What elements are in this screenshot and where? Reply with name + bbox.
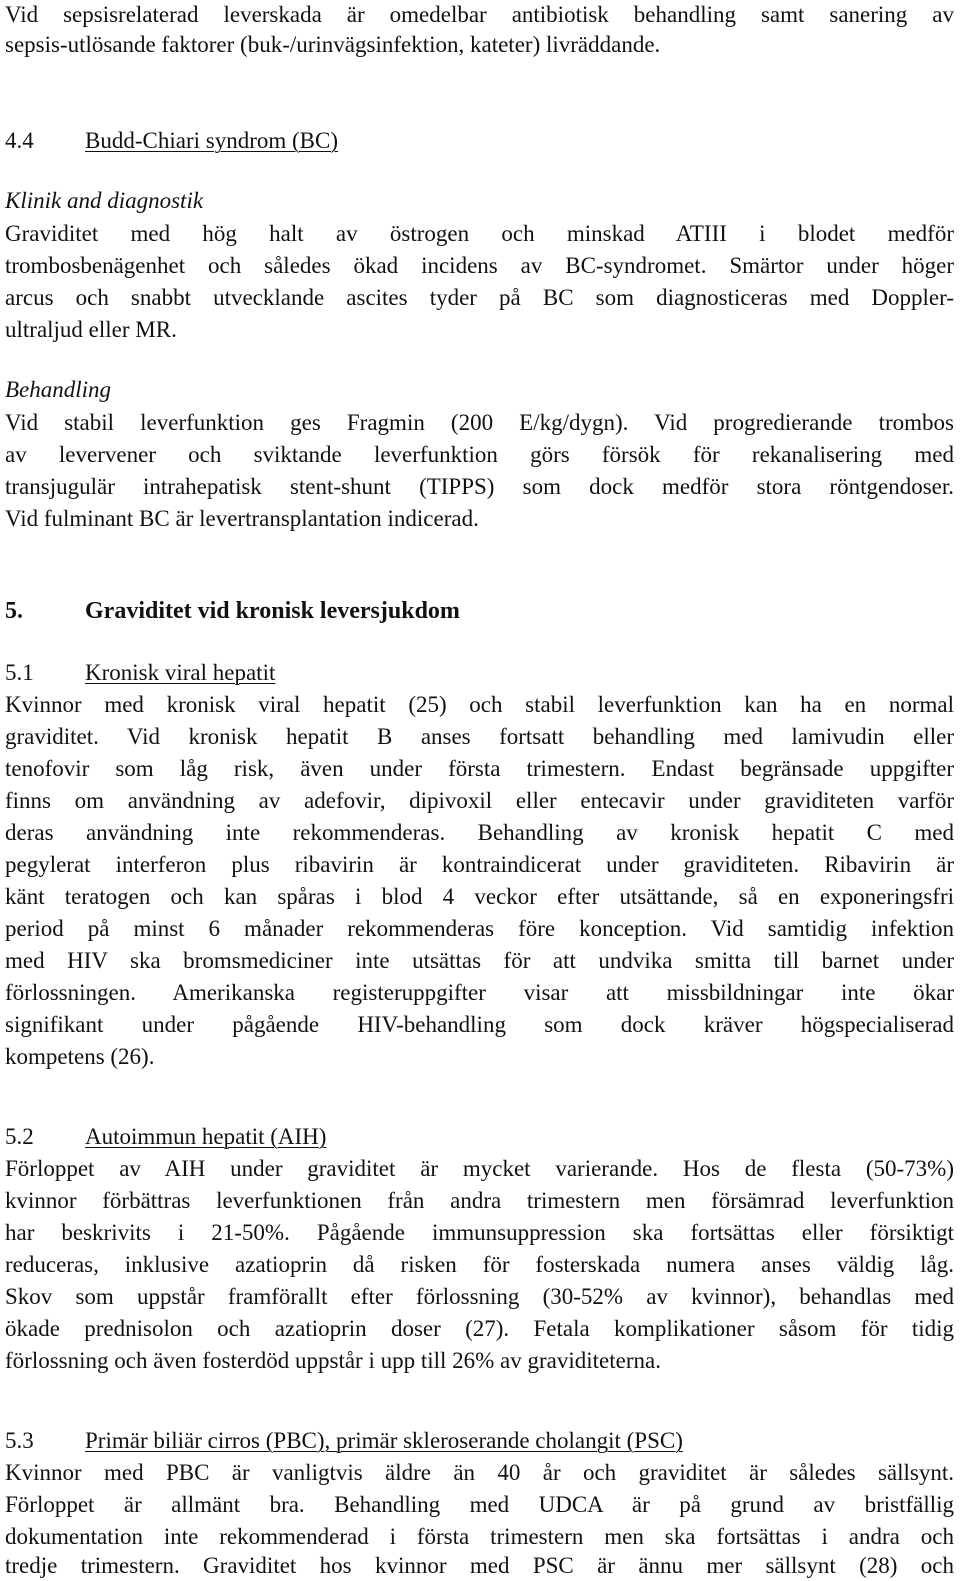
paragraph-line: Vid stabil leverfunktion ges Fragmin (200 E/kg/dygn). Vid progredierande trombos xyxy=(5,410,954,435)
section-heading-text xyxy=(5,128,338,153)
subheading-klinik: Klinik and diagnostik xyxy=(5,188,204,213)
section-heading-5-3 xyxy=(5,1426,954,1456)
section-heading-4-4 xyxy=(5,126,954,156)
paragraph-line: Vid fulminant BC är levertransplantation indicerad. xyxy=(5,506,479,531)
section-number: 5.3 xyxy=(5,1428,34,1453)
paragraph-line: pegylerat interferon plus ribavirin är kontraindicerat under graviditeten. Ribavirin är xyxy=(5,852,954,877)
paragraph-line: Kvinnor med kronisk viral hepatit (25) och stabil leverfunktion kan ha en normal xyxy=(5,692,954,717)
section-heading-text xyxy=(5,1428,683,1453)
section-heading-5-1 xyxy=(5,658,954,688)
paragraph-line: Graviditet med hög halt av östrogen och minskad ATIII i blodet medför xyxy=(5,221,954,246)
paragraph-line: kvinnor förbättras leverfunktionen från andra trimestern men försämrad leverfunktion xyxy=(5,1188,954,1213)
section-number: 5.1 xyxy=(5,660,34,685)
section-heading-text xyxy=(5,660,275,685)
paragraph-line: trombosbenägenhet och således ökad incidens av BC-syndromet. Smärtor under höger xyxy=(5,253,954,278)
section-title: Primär biliär cirros (PBC), primär skleroserande cholangit (PSC) xyxy=(85,1428,683,1453)
paragraph-line: ökade prednisolon och azatioprin doser (27). Fetala komplikationer såsom för tidig xyxy=(5,1316,954,1341)
paragraph-line: Kvinnor med PBC är vanligtvis äldre än 40 år och graviditet är således sällsynt. xyxy=(5,1460,954,1485)
paragraph-line: dokumentation inte rekommenderad i första trimestern men ska fortsättas i andra och xyxy=(5,1524,954,1549)
paragraph-line: finns om användning av adefovir, dipivoxil eller entecavir under graviditeten varför xyxy=(5,788,954,813)
paragraph-line: av levervener och sviktande leverfunktion görs försök för rekanalisering med xyxy=(5,442,954,467)
paragraph-line: kompetens (26). xyxy=(5,1044,155,1069)
section-heading-text xyxy=(5,1124,326,1149)
subheading-behandling: Behandling xyxy=(5,377,112,402)
paragraph-line: med HIV ska bromsmediciner inte utsättas för att undvika smitta till barnet under xyxy=(5,948,954,973)
paragraph-line: signifikant under pågående HIV-behandling som dock kräver högspecialiserad xyxy=(5,1012,954,1037)
paragraph-line: Förloppet är allmänt bra. Behandling med UDCA är på grund av bristfällig xyxy=(5,1492,954,1517)
chapter-heading-5 xyxy=(5,596,954,626)
section-number: 4.4 xyxy=(5,128,34,153)
paragraph-line: förlossningen. Amerikanska registeruppgifter visar att missbildningar inte ökar xyxy=(5,980,954,1005)
paragraph-line: graviditet. Vid kronisk hepatit B anses fortsatt behandling med lamivudin eller xyxy=(5,724,954,749)
paragraph-line: deras användning inte rekommenderas. Behandling av kronisk hepatit C med xyxy=(5,820,954,845)
paragraph-line: tredje trimestern. Graviditet hos kvinnor med PSC är ännu mer sällsynt (28) och xyxy=(5,1553,954,1578)
section-number: 5.2 xyxy=(5,1124,34,1149)
paragraph-line: känt teratogen och kan spåras i blod 4 veckor efter utsättande, så en exponeringsfri xyxy=(5,884,954,909)
section-title: Autoimmun hepatit (AIH) xyxy=(85,1124,327,1149)
paragraph-line: period på minst 6 månader rekommenderas före konception. Vid samtidig infektion xyxy=(5,916,954,941)
section-title: Budd-Chiari syndrom (BC) xyxy=(85,128,338,153)
chapter-number: 5. xyxy=(5,598,23,624)
paragraph-line: tenofovir som låg risk, även under första trimestern. Endast begränsade uppgifter xyxy=(5,756,954,781)
paragraph-line: transjugulär intrahepatisk stent-shunt (TIPPS) som dock medför stora röntgendoser. xyxy=(5,474,954,499)
paragraph-line: har beskrivits i 21-50%. Pågående immunsuppression ska fortsättas eller försiktigt xyxy=(5,1220,954,1245)
paragraph-line: Skov som uppstår framförallt efter förlossning (30-52% av kvinnor), behandlas med xyxy=(5,1284,954,1309)
intro-line: sepsis-utlösande faktorer (buk-/urinvägsinfektion, kateter) livräddande. xyxy=(5,32,661,57)
paragraph-line: Förloppet av AIH under graviditet är mycket varierande. Hos de flesta (50-73%) xyxy=(5,1156,954,1181)
chapter-title: Graviditet vid kronisk leversjukdom xyxy=(85,598,460,624)
section-title: Kronisk viral hepatit xyxy=(85,660,276,685)
paragraph-line: arcus och snabbt utvecklande ascites tyder på BC som diagnosticeras med Doppler- xyxy=(5,285,954,310)
intro-line: Vid sepsisrelaterad leverskada är omedelbar antibiotisk behandling samt sanering av xyxy=(5,2,954,27)
paragraph-line: reduceras, inklusive azatioprin då risken för fosterskada numera anses väldig låg. xyxy=(5,1252,954,1277)
paragraph-line: ultraljud eller MR. xyxy=(5,317,177,342)
section-heading-5-2 xyxy=(5,1122,954,1152)
paragraph-line: förlossning och även fosterdöd uppstår i upp till 26% av graviditeterna. xyxy=(5,1348,661,1373)
